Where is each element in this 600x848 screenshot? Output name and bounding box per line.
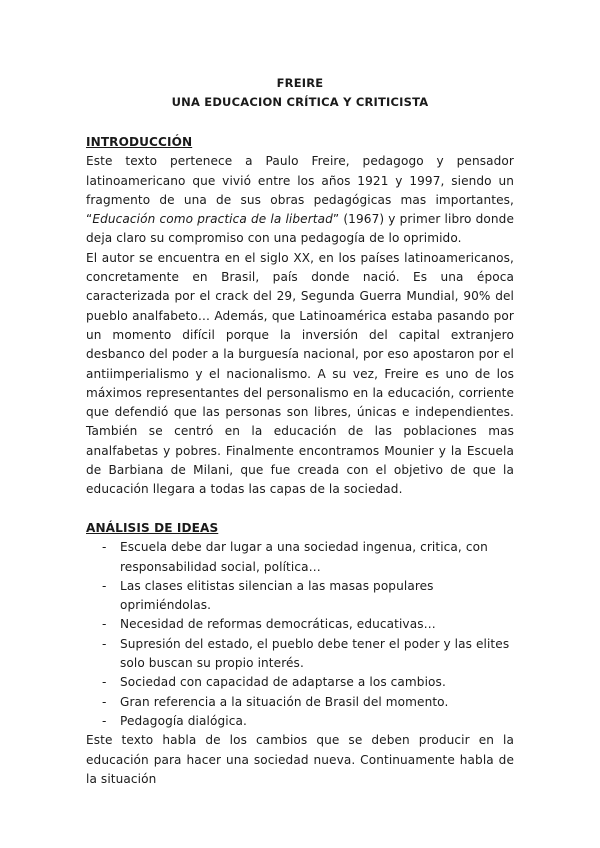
list-item — [86, 712, 514, 731]
list-item-text: Escuela debe dar lugar a una sociedad ingenua, critica, con responsabilidad social, política… — [120, 540, 488, 574]
intro-paragraph-1-text-a: Este texto pertenece a Paulo Freire, pedagogo y pensador latinoamericano que vivió entre los años 1921 y 1997, siendo un fragmento de una de sus obras pedagógicas mas importantes, “ — [86, 154, 514, 227]
section-heading-analisis: ANÁLISIS DE IDEAS — [86, 520, 219, 535]
list-item-text: Gran referencia a la situación de Brasil del momento. — [120, 694, 449, 709]
section-heading-introduccion: INTRODUCCIÓN — [86, 135, 193, 149]
list-bullet: - — [102, 713, 107, 728]
list-item-text: Sociedad con capacidad de adaptarse a los cambios. — [120, 675, 446, 690]
intro-paragraph-1-text-b: ” (1967) y primer libro donde deja claro su compromiso con una pedagogía de lo oprimido. — [86, 212, 514, 246]
list-item — [86, 538, 514, 577]
document-subtitle: UNA EDUCACION CRÍTICA Y CRITICISTA — [171, 95, 429, 109]
list-bullet: - — [102, 540, 107, 555]
list-item — [86, 577, 514, 616]
list-item-text: Las clases elitistas silencian a las masas populares oprimiéndolas. — [120, 578, 434, 613]
list-item-text: Pedagogía dialógica. — [120, 713, 247, 728]
list-bullet: - — [102, 617, 107, 632]
list-item-text: Supresión del estado, el pueblo debe tener el poder y las elites solo buscan su propio interés. — [120, 636, 510, 671]
list-item — [86, 693, 514, 712]
book-title: Educación como practica de la libertad — [92, 212, 333, 227]
document-body — [86, 133, 514, 789]
paragraph-gap — [86, 500, 514, 519]
list-item — [86, 673, 514, 692]
list-item-text: Necesidad de reformas democráticas, educativas… — [120, 617, 436, 632]
ideas-list — [86, 538, 514, 731]
list-bullet: - — [102, 675, 107, 690]
intro-paragraph-2: El autor se encuentra en el siglo XX, en los países latinoamericanos, concretamente en Brasil, país donde nació. Es una época caracterizada por el crack del 29, Segunda Guerra Mundial, 90% del pueblo analfabeto… Además, que Latinoamérica estaba pasando por un momento difícil porque la inversión del capital extranjero desbanco del poder a la burguesía nacional, por eso apostaron por el antiimperialismo y el nacionalismo. A su vez, Freire es uno de los máximos representantes del personalismo en la educación, corriente que defendió que las personas son libres, únicas e independientes. También se centró en la educación de las poblaciones mas analfabetas y pobres. Finalmente encontramos Mounier y la Escuela de Barbiana de Milani, que fue creada con el objetivo de que la educación llegara a todas las capas de la sociedad. — [86, 250, 514, 497]
intro-paragraph-1 — [86, 152, 514, 248]
analysis-closing-paragraph: Este texto habla de los cambios que se deben producir en la educación para hacer una sociedad nueva. Continuamente habla de la situación — [86, 733, 514, 786]
list-bullet: - — [102, 636, 107, 651]
list-item — [86, 635, 514, 674]
list-bullet: - — [102, 694, 107, 709]
list-item — [86, 615, 514, 634]
list-bullet: - — [102, 578, 107, 593]
document-title: FREIRE — [276, 76, 324, 90]
